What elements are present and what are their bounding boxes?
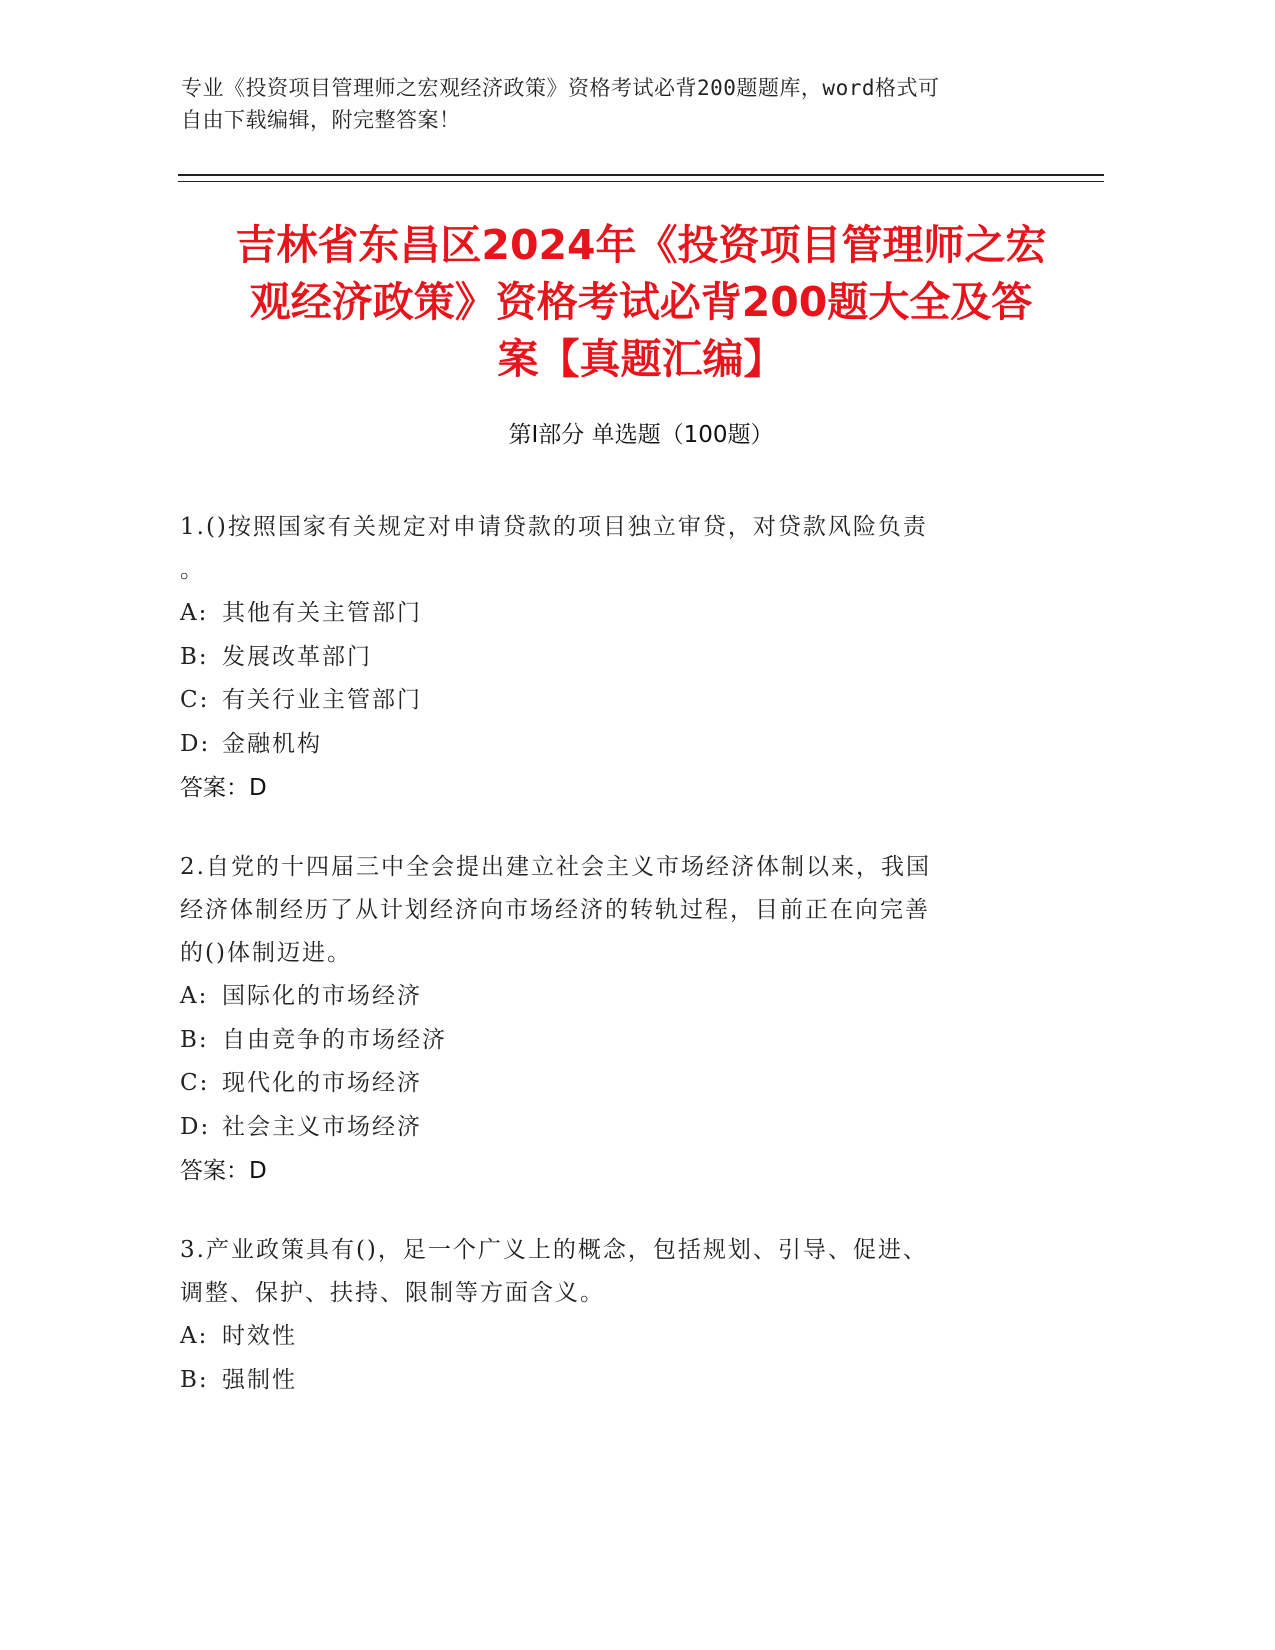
option-letter: B: — [180, 1366, 209, 1393]
question-stem-line: 2.自党的十四届三中全会提出建立社会主义市场经济体制以来，我国 — [180, 854, 931, 880]
title-line: 吉林省东昌区2024年《投资项目管理师之宏 — [235, 221, 1047, 269]
option-text: 社会主义市场经济 — [222, 1113, 422, 1140]
question-item — [180, 1229, 1080, 1402]
section-title: 第Ⅰ部分 单选题（100题） — [508, 422, 774, 448]
option-letter: A: — [180, 1323, 209, 1349]
question-stem-line: 经济体制经历了从计划经济向市场经济的转轨过程，目前正在向完善 — [180, 897, 930, 923]
title-line: 案【真题汇编】 — [497, 335, 785, 383]
option-c — [180, 1062, 1080, 1106]
question-stem — [180, 846, 1080, 975]
option-text: 现代化的市场经济 — [222, 1070, 422, 1096]
option-letter: B: — [180, 643, 209, 670]
option-text: 强制性 — [222, 1366, 297, 1393]
option-a — [180, 592, 1080, 636]
header-note — [181, 72, 1061, 136]
question-stem-line: 的()体制迈进。 — [180, 940, 352, 966]
header-note-line: 专业《投资项目管理师之宏观经济政策》资格考试必背200题题库，word格式可 — [181, 76, 940, 100]
option-text: 其他有关主管部门 — [222, 600, 422, 626]
option-letter: A: — [180, 983, 209, 1009]
option-letter: B: — [180, 1026, 209, 1053]
answer-line: 答案：D — [180, 775, 267, 801]
answer-line: 答案：D — [180, 1158, 267, 1184]
option-b — [180, 636, 1080, 680]
option-letter: A: — [180, 600, 209, 626]
header-divider-thick — [178, 174, 1104, 176]
option-d — [180, 1106, 1080, 1150]
question-list — [180, 506, 1080, 1438]
option-letter: C: — [180, 687, 210, 713]
question-stem-line: 1.()按照国家有关规定对申请贷款的项目独立审贷，对贷款风险负责 — [180, 514, 928, 540]
option-a — [180, 1315, 1080, 1359]
header-note-line: 自由下载编辑，附完整答案！ — [181, 108, 461, 132]
option-c — [180, 679, 1080, 723]
header-divider-thin — [178, 181, 1104, 182]
document-title — [178, 217, 1104, 388]
option-letter: D: — [180, 1113, 211, 1140]
option-text: 自由竞争的市场经济 — [222, 1026, 447, 1053]
option-b — [180, 1019, 1080, 1063]
option-text: 国际化的市场经济 — [222, 983, 422, 1009]
question-item — [180, 846, 1080, 1193]
option-letter: C: — [180, 1070, 210, 1096]
question-stem — [180, 1229, 1080, 1315]
option-letter: D: — [180, 730, 211, 757]
option-d — [180, 723, 1080, 767]
option-text: 时效性 — [222, 1323, 297, 1349]
question-stem-line: 3.产业政策具有()，足一个广义上的概念，包括规划、引导、促进、 — [180, 1237, 928, 1263]
question-stem — [180, 506, 1080, 592]
option-text: 金融机构 — [222, 730, 322, 757]
question-stem-line: 调整、保护、扶持、限制等方面含义。 — [180, 1280, 605, 1306]
option-b — [180, 1359, 1080, 1403]
question-item — [180, 506, 1080, 810]
title-line: 观经济政策》资格考试必背200题大全及答 — [249, 278, 1033, 326]
question-stem-line: 。 — [180, 557, 205, 583]
option-text: 发展改革部门 — [222, 643, 372, 670]
option-a — [180, 975, 1080, 1019]
option-text: 有关行业主管部门 — [222, 687, 422, 713]
